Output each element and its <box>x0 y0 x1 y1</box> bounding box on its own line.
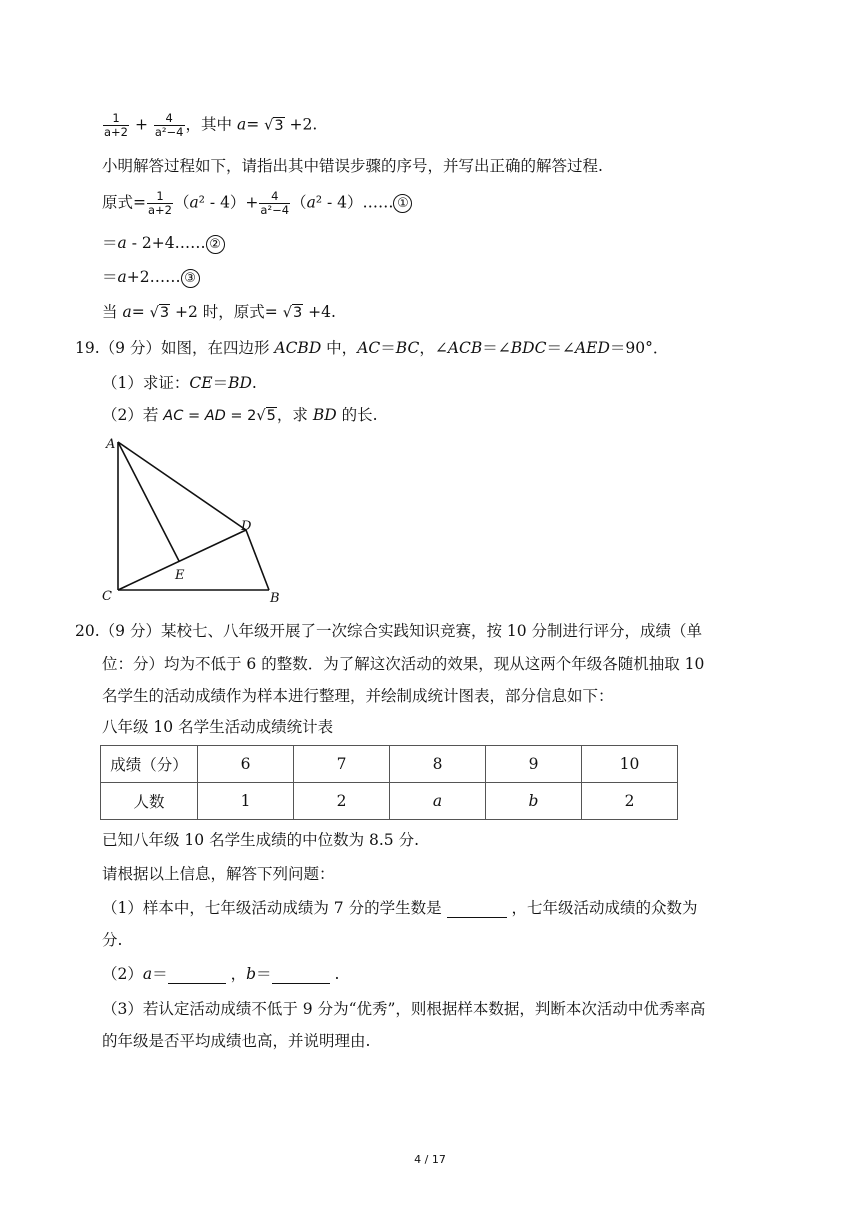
sqrt: √3 <box>149 305 170 321</box>
table-cell: a <box>390 783 486 820</box>
text: （2）若 <box>102 406 164 424</box>
fraction-denominator: a²−4 <box>154 125 184 139</box>
variable: a <box>117 268 127 286</box>
table-cell: b <box>486 783 582 820</box>
text: +4. <box>303 303 336 321</box>
q19-part-1 <box>102 373 257 393</box>
variable: BC <box>395 339 420 357</box>
text: 当 <box>102 303 123 321</box>
plus-sign: + <box>134 115 148 134</box>
variable: BDC <box>510 339 547 357</box>
q20-part-2 <box>102 964 339 984</box>
step-number-circle: ③ <box>181 269 200 288</box>
step-1 <box>102 190 412 217</box>
q20-part-3-line-2: 的年级是否平均成绩也高，并说明理由. <box>102 1032 371 1050</box>
radicand: 3 <box>274 117 284 134</box>
sqrt: √3 <box>282 305 303 321</box>
q20-line-2: 位：分）均为不低于 6 的整数．为了解这次活动的效果，现从这两个年级各随机抽取 10 <box>102 655 705 673</box>
geometry-figure <box>98 430 298 605</box>
answer-blank[interactable] <box>168 983 226 984</box>
text: ，∠ <box>419 339 448 357</box>
text: （1）求证： <box>102 374 190 392</box>
text: ² - 4）+ <box>198 193 259 212</box>
fraction-denominator: a²−4 <box>260 203 290 217</box>
table-cell: 2 <box>294 783 390 820</box>
variable: CE <box>189 374 213 392</box>
q20-part-1-cont: 分. <box>102 931 123 949</box>
fraction-denominator: a+2 <box>148 203 172 217</box>
fraction-numerator: 4 <box>165 111 173 125</box>
variable: a <box>117 234 127 252</box>
label-C: C <box>102 589 112 604</box>
text: （1）样本中，七年级活动成绩为 7 分的学生数是 <box>102 899 447 917</box>
label-E: E <box>175 568 185 583</box>
text: ， <box>225 965 247 983</box>
answer-blank[interactable] <box>447 917 507 918</box>
fraction-numerator: 1 <box>112 111 120 125</box>
fraction-numerator: 4 <box>271 189 279 203</box>
text: ＝ <box>102 268 118 286</box>
page-number: 4 / 17 <box>414 1153 446 1166</box>
variable: ACBD <box>274 339 322 357</box>
variable: AC <box>357 339 381 357</box>
text: （2） <box>102 965 143 983</box>
text: = <box>246 115 265 134</box>
step-3 <box>102 267 200 288</box>
table-cell: 人数 <box>101 783 198 820</box>
variable: a <box>142 965 153 983</box>
step-4 <box>102 302 336 323</box>
text: 的长. <box>336 406 378 424</box>
text: 19.（9 分）如图，在四边形 <box>75 339 275 357</box>
radicand: 5 <box>266 408 276 424</box>
fraction-1 <box>103 112 129 139</box>
segment-AD <box>118 442 246 530</box>
label-D: D <box>241 519 252 534</box>
coefficient: 2 <box>247 408 257 424</box>
q19-part-2 <box>102 405 378 426</box>
sqrt: 2√5 <box>247 408 276 424</box>
text: 原式= <box>102 193 146 212</box>
text: +2. <box>284 115 318 134</box>
radicand: 3 <box>292 305 303 321</box>
text: . <box>251 374 257 392</box>
text: . <box>329 965 340 983</box>
text: ＝ <box>380 339 396 357</box>
text: ，其中 <box>185 115 237 134</box>
q20-part-1 <box>102 898 697 918</box>
prompt-text: 请根据以上信息，解答下列问题： <box>102 865 335 883</box>
text: ＝90°． <box>609 339 669 357</box>
segment-DB <box>246 530 269 590</box>
variable: a <box>122 303 132 321</box>
variable: BD <box>312 406 337 424</box>
median-text: 已知八年级 10 名学生成绩的中位数为 8.5 分. <box>102 831 420 849</box>
fraction <box>259 190 290 217</box>
variable: BD <box>228 374 252 392</box>
text: ² - 4）…… <box>315 193 394 212</box>
table-header-row <box>101 746 678 783</box>
table-cell: 2 <box>582 783 678 820</box>
label-A: A <box>106 437 116 452</box>
fraction <box>147 190 173 217</box>
text: ＝ <box>256 965 272 983</box>
table-title: 八年级 10 名学生活动成绩统计表 <box>102 718 334 736</box>
step-number-circle: ① <box>393 194 412 213</box>
text: 中， <box>321 339 358 357</box>
math-expression: AC = AD = <box>163 408 248 424</box>
table-cell: 10 <box>582 746 678 783</box>
fraction-numerator: 1 <box>156 189 164 203</box>
table-cell: 6 <box>198 746 294 783</box>
text: ＝ <box>102 234 118 252</box>
q20-part-3-line-1: （3）若认定活动成绩不低于 9 分为“优秀”，则根据样本数据，判断本次活动中优秀率高 <box>102 1000 706 1018</box>
step-2 <box>102 233 225 254</box>
expression-line <box>102 112 317 139</box>
q19-stem <box>75 338 668 358</box>
variable: ACB <box>447 339 483 357</box>
q20-line-3: 名学生的活动成绩作为样本进行整理，并绘制成统计图表，部分信息如下： <box>102 687 614 705</box>
text: ，七年级活动成绩的众数为 <box>506 899 698 917</box>
variable: a <box>236 115 247 134</box>
text: ＝∠ <box>546 339 575 357</box>
radicand: 3 <box>159 305 170 321</box>
table-cell: 成绩（分） <box>101 746 198 783</box>
text: （ <box>174 193 190 212</box>
q20-line-1: 20.（9 分）某校七、八年级开展了一次综合实践知识竞赛，按 10 分制进行评分，成绩（单 <box>75 622 703 640</box>
text: ＝ <box>212 374 229 392</box>
table-row <box>101 783 678 820</box>
xiaoming-text: 小明解答过程如下，请指出其中错误步骤的序号，并写出正确的解答过程. <box>102 157 603 175</box>
text: +2 时，原式= <box>170 303 283 321</box>
variable: a <box>306 193 316 212</box>
variable: a <box>189 193 199 212</box>
table-cell: 7 <box>294 746 390 783</box>
table-cell: 1 <box>198 783 294 820</box>
text: - 2+4…… <box>126 234 206 252</box>
variable: AED <box>574 339 610 357</box>
step-number-circle: ② <box>206 235 225 254</box>
fraction-2 <box>154 112 185 139</box>
text: （ <box>291 193 307 212</box>
answer-blank[interactable] <box>272 983 330 984</box>
sqrt: √3 <box>264 117 284 134</box>
text: +2…… <box>126 268 181 286</box>
variable: b <box>246 965 257 983</box>
text: ＝∠ <box>482 339 511 357</box>
table-cell: 8 <box>390 746 486 783</box>
text: = <box>131 303 150 321</box>
text: ＝ <box>152 965 168 983</box>
text: ，求 <box>276 406 313 424</box>
segment-AE <box>118 442 179 561</box>
label-B: B <box>270 591 280 605</box>
table-cell: 9 <box>486 746 582 783</box>
grade-table <box>100 745 678 820</box>
fraction-denominator: a+2 <box>104 125 128 139</box>
